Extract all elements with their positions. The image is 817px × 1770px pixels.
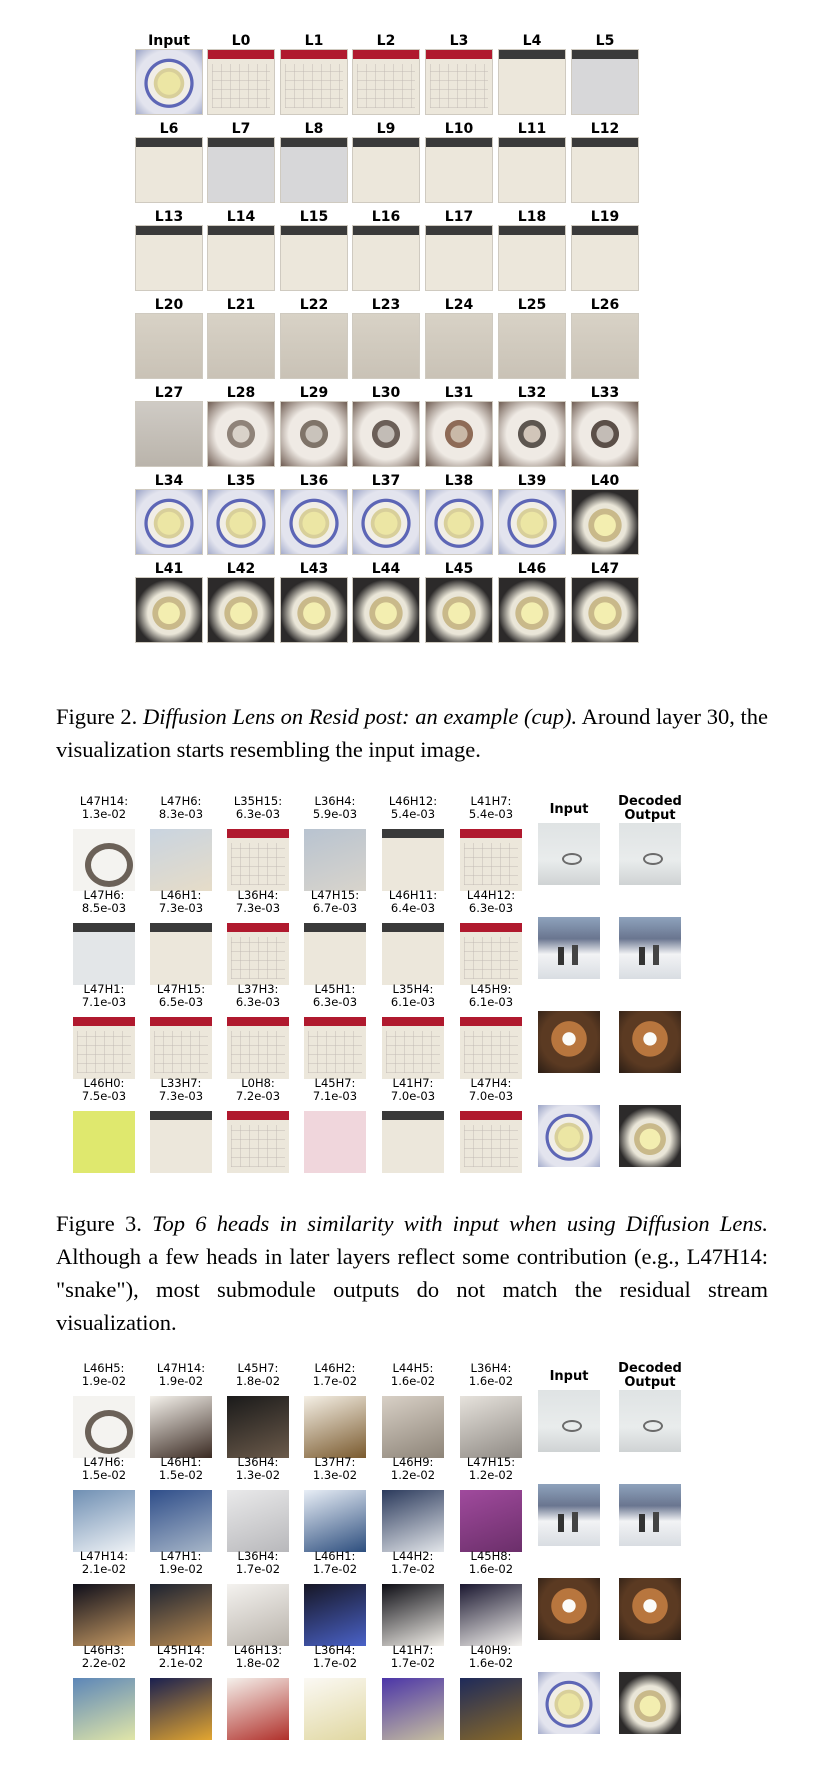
tile-gridlines: [212, 64, 270, 108]
layer-label: L21: [226, 297, 256, 313]
layer-label: L2: [376, 33, 396, 49]
head-visualization: [304, 1396, 366, 1458]
head-score-label: L44H5: 1.6e-02: [390, 1361, 436, 1388]
layer-label: L20: [154, 297, 184, 313]
layer-visualization: [280, 489, 348, 555]
tile-header-strip: [572, 138, 638, 147]
tile-header-strip: [73, 923, 135, 932]
layer-label: L24: [444, 297, 474, 313]
head-score-label: L47H14: 1.3e-02: [79, 794, 129, 821]
layer-visualization: [352, 313, 420, 379]
head-score-label: L45H8: 1.6e-02: [468, 1549, 514, 1576]
head-score-label: L41H7: 1.7e-02: [390, 1643, 436, 1670]
figure-2-title: Diffusion Lens on Resid post: an example (cup).: [143, 704, 578, 729]
figure-3-body: Although a few heads in later layers reflect some contribution (e.g., L47H14: "snake"), most submodule outputs do not match the residual stream visualization.: [56, 1244, 768, 1335]
tile-header-strip: [150, 923, 212, 932]
tile-gridlines: [464, 1125, 518, 1167]
head-visualization: [304, 923, 366, 985]
layer-visualization: [571, 313, 639, 379]
person-shape: [653, 1512, 659, 1532]
head-score-label: L47H4: 7.0e-03: [468, 1076, 514, 1103]
head-visualization: [73, 1017, 135, 1079]
person-shape: [639, 947, 645, 965]
tile-gridlines: [308, 1031, 362, 1073]
head-visualization: [460, 1396, 522, 1458]
tile-gridlines: [464, 1031, 518, 1073]
tile-header-strip: [227, 923, 289, 932]
layer-visualization: [135, 313, 203, 379]
layer-visualization: [207, 49, 275, 115]
head-visualization: [227, 1396, 289, 1458]
decoded-output-image: [619, 1484, 681, 1546]
head-visualization: [382, 1111, 444, 1173]
tile-gridlines: [464, 843, 518, 885]
layer-label: L30: [371, 385, 401, 401]
tile-header-strip: [572, 50, 638, 59]
tile-header-strip: [136, 226, 202, 235]
tile-header-strip: [353, 226, 419, 235]
snake-shape: [85, 843, 133, 887]
layer-label: L29: [299, 385, 329, 401]
layer-label: L1: [304, 33, 324, 49]
layer-visualization: [425, 489, 493, 555]
layer-visualization: [571, 225, 639, 291]
head-visualization: [150, 1678, 212, 1740]
layer-label: L23: [371, 297, 401, 313]
layer-visualization: [498, 49, 566, 115]
tile-header-strip: [353, 138, 419, 147]
head-score-label: L46H12: 5.4e-03: [388, 794, 438, 821]
layer-label: L3: [449, 33, 469, 49]
head-visualization: [382, 829, 444, 891]
tile-gridlines: [357, 64, 415, 108]
decoded-output-image: [619, 1672, 681, 1734]
head-score-label: L37H7: 1.3e-02: [312, 1455, 358, 1482]
head-score-label: L46H13: 1.8e-02: [233, 1643, 283, 1670]
head-score-label: L41H7: 7.0e-03: [390, 1076, 436, 1103]
layer-label: L8: [304, 121, 324, 137]
figure-3-title: Top 6 heads in similarity with input when using Diffusion Lens.: [152, 1211, 768, 1236]
head-visualization: [382, 923, 444, 985]
head-score-label: L47H6: 8.5e-03: [81, 888, 127, 915]
tile-gridlines: [154, 1031, 208, 1073]
person-shape: [558, 1514, 564, 1532]
layer-visualization: [135, 489, 203, 555]
layer-label: L44: [371, 561, 401, 577]
head-visualization: [382, 1017, 444, 1079]
layer-visualization: [425, 313, 493, 379]
tile-header-strip: [382, 829, 444, 838]
decoded-output-image: [619, 823, 681, 885]
layer-label: L7: [231, 121, 251, 137]
head-visualization: [227, 1678, 289, 1740]
layer-visualization: [571, 489, 639, 555]
tile-header-strip: [460, 829, 522, 838]
layer-label: L13: [154, 209, 184, 225]
tile-gridlines: [231, 937, 285, 979]
head-visualization: [150, 923, 212, 985]
head-visualization: [227, 1584, 289, 1646]
layer-visualization: [498, 225, 566, 291]
head-score-label: L0H8: 7.2e-03: [235, 1076, 281, 1103]
tile-header-strip: [499, 226, 565, 235]
head-score-label: L46H1: 1.5e-02: [158, 1455, 204, 1482]
layer-label: L34: [154, 473, 184, 489]
layer-label: L22: [299, 297, 329, 313]
ring-shape: [562, 853, 582, 865]
figure-2-caption: [56, 700, 768, 766]
head-score-label: L40H9: 1.6e-02: [468, 1643, 514, 1670]
head-score-label: L47H14: 1.9e-02: [156, 1361, 206, 1388]
layer-visualization: [280, 401, 348, 467]
layer-visualization: [207, 401, 275, 467]
layer-visualization: [352, 401, 420, 467]
head-visualization: [73, 1111, 135, 1173]
tile-header-strip: [382, 1017, 444, 1026]
layer-visualization: [425, 577, 493, 643]
head-visualization: [382, 1678, 444, 1740]
layer-visualization: [571, 49, 639, 115]
layer-label: L25: [517, 297, 547, 313]
layer-visualization: [207, 313, 275, 379]
layer-label: L9: [376, 121, 396, 137]
layer-visualization: [135, 137, 203, 203]
layer-visualization: [207, 137, 275, 203]
head-score-label: L33H7: 7.3e-03: [158, 1076, 204, 1103]
input-column-header: Input: [549, 1369, 589, 1384]
layer-label: L33: [590, 385, 620, 401]
layer-visualization: [425, 137, 493, 203]
layer-visualization: [425, 401, 493, 467]
figure-2-body: Around layer 30, the visualization starts resembling the input image.: [56, 704, 769, 762]
tile-header-strip: [227, 1111, 289, 1120]
tile-header-strip: [382, 923, 444, 932]
layer-visualization: [280, 49, 348, 115]
tile-header-strip: [281, 138, 347, 147]
layer-label: L40: [590, 473, 620, 489]
layer-visualization: [498, 489, 566, 555]
layer-visualization: [425, 49, 493, 115]
head-score-label: L47H15: 6.7e-03: [310, 888, 360, 915]
tile-gridlines: [430, 64, 488, 108]
layer-label: L10: [444, 121, 474, 137]
layer-visualization: [352, 137, 420, 203]
head-score-label: L46H9: 1.2e-02: [390, 1455, 436, 1482]
head-visualization: [73, 1678, 135, 1740]
tile-header-strip: [208, 138, 274, 147]
head-score-label: L45H7: 7.1e-03: [312, 1076, 358, 1103]
head-score-label: L36H4: 1.3e-02: [235, 1455, 281, 1482]
layer-visualization: [135, 577, 203, 643]
head-score-label: L37H3: 6.3e-03: [235, 982, 281, 1009]
layer-label: L42: [226, 561, 256, 577]
layer-label: L27: [154, 385, 184, 401]
tile-header-strip: [150, 1017, 212, 1026]
layer-visualization: [135, 225, 203, 291]
head-score-label: L46H1: 7.3e-03: [158, 888, 204, 915]
input-image: [538, 1484, 600, 1546]
layer-visualization: [352, 225, 420, 291]
head-score-label: L45H7: 1.8e-02: [235, 1361, 281, 1388]
input-label: Input: [148, 33, 190, 49]
head-visualization: [460, 923, 522, 985]
head-score-label: L46H0: 7.5e-03: [81, 1076, 127, 1103]
head-visualization: [304, 1017, 366, 1079]
tile-header-strip: [73, 1017, 135, 1026]
head-score-label: L46H3: 2.2e-02: [81, 1643, 127, 1670]
head-visualization: [73, 829, 135, 891]
head-score-label: L47H14: 2.1e-02: [79, 1549, 129, 1576]
ring-shape: [643, 1420, 663, 1432]
head-visualization: [227, 1111, 289, 1173]
ring-shape: [643, 853, 663, 865]
tile-header-strip: [460, 1017, 522, 1026]
tile-header-strip: [227, 1017, 289, 1026]
layer-visualization: [498, 137, 566, 203]
layer-visualization: [352, 49, 420, 115]
input-image: [538, 1390, 600, 1452]
head-visualization: [304, 1678, 366, 1740]
head-score-label: L47H15: 1.2e-02: [466, 1455, 516, 1482]
layer-visualization: [280, 137, 348, 203]
layer-visualization: [352, 489, 420, 555]
layer-visualization: [352, 577, 420, 643]
tile-header-strip: [460, 923, 522, 932]
tile-header-strip: [281, 50, 347, 59]
layer-visualization: [571, 401, 639, 467]
decoded-output-image: [619, 917, 681, 979]
tile-header-strip: [426, 226, 492, 235]
head-score-label: L47H6: 1.5e-02: [81, 1455, 127, 1482]
layer-visualization: [207, 489, 275, 555]
head-score-label: L45H9: 6.1e-03: [468, 982, 514, 1009]
figure-2-lead: Figure 2.: [56, 704, 138, 729]
head-score-label: L46H11: 6.4e-03: [388, 888, 438, 915]
head-visualization: [382, 1396, 444, 1458]
head-visualization: [150, 1017, 212, 1079]
layer-label: L28: [226, 385, 256, 401]
layer-label: L15: [299, 209, 329, 225]
decoded-output-image: [619, 1578, 681, 1640]
layer-label: L18: [517, 209, 547, 225]
layer-label: L35: [226, 473, 256, 489]
layer-visualization: [425, 225, 493, 291]
layer-label: L45: [444, 561, 474, 577]
input-image: [538, 1672, 600, 1734]
decoded-output-image: [619, 1011, 681, 1073]
head-score-label: L36H4: 1.7e-02: [235, 1549, 281, 1576]
head-visualization: [150, 1111, 212, 1173]
head-visualization: [73, 923, 135, 985]
tile-header-strip: [426, 50, 492, 59]
head-score-label: L41H7: 5.4e-03: [468, 794, 514, 821]
head-score-label: L44H2: 1.7e-02: [390, 1549, 436, 1576]
tile-header-strip: [499, 138, 565, 147]
layer-label: L47: [590, 561, 620, 577]
input-column-header: Input: [549, 802, 589, 817]
tile-header-strip: [304, 923, 366, 932]
tile-header-strip: [499, 50, 565, 59]
head-visualization: [73, 1584, 135, 1646]
head-score-label: L36H4: 1.6e-02: [468, 1361, 514, 1388]
layer-visualization: [280, 225, 348, 291]
head-visualization: [460, 1678, 522, 1740]
layer-visualization: [280, 313, 348, 379]
input-image: [538, 1578, 600, 1640]
person-shape: [639, 1514, 645, 1532]
input-image: [135, 49, 203, 115]
head-visualization: [150, 1490, 212, 1552]
layer-label: L11: [517, 121, 547, 137]
person-shape: [653, 945, 659, 965]
layer-label: L12: [590, 121, 620, 137]
layer-label: L17: [444, 209, 474, 225]
layer-label: L36: [299, 473, 329, 489]
head-visualization: [304, 1111, 366, 1173]
head-score-label: L36H4: 7.3e-03: [235, 888, 281, 915]
ring-shape: [562, 1420, 582, 1432]
layer-label: L37: [371, 473, 401, 489]
head-visualization: [73, 1396, 135, 1458]
head-visualization: [227, 923, 289, 985]
tile-header-strip: [227, 829, 289, 838]
head-score-label: L36H4: 1.7e-02: [312, 1643, 358, 1670]
layer-visualization: [207, 225, 275, 291]
layer-label: L31: [444, 385, 474, 401]
layer-visualization: [135, 401, 203, 467]
tile-header-strip: [208, 226, 274, 235]
head-visualization: [304, 829, 366, 891]
head-visualization: [150, 829, 212, 891]
head-visualization: [460, 829, 522, 891]
head-score-label: L47H6: 8.3e-03: [158, 794, 204, 821]
figure-3-lead: Figure 3.: [56, 1211, 142, 1236]
head-visualization: [150, 1584, 212, 1646]
input-image: [538, 1105, 600, 1167]
layer-label: L32: [517, 385, 547, 401]
head-visualization: [382, 1584, 444, 1646]
decoded-output-column-header: Decoded Output: [618, 1361, 682, 1390]
layer-label: L0: [231, 33, 251, 49]
tile-gridlines: [231, 843, 285, 885]
head-visualization: [460, 1584, 522, 1646]
layer-visualization: [498, 577, 566, 643]
layer-label: L26: [590, 297, 620, 313]
layer-visualization: [280, 577, 348, 643]
tile-gridlines: [77, 1031, 131, 1073]
tile-gridlines: [231, 1031, 285, 1073]
tile-gridlines: [285, 64, 343, 108]
tile-header-strip: [150, 1111, 212, 1120]
tile-header-strip: [304, 1017, 366, 1026]
head-score-label: L47H15: 6.5e-03: [156, 982, 206, 1009]
tile-header-strip: [382, 1111, 444, 1120]
tile-gridlines: [231, 1125, 285, 1167]
head-visualization: [227, 1017, 289, 1079]
decoded-output-column-header: Decoded Output: [618, 794, 682, 823]
tile-header-strip: [136, 138, 202, 147]
head-visualization: [460, 1111, 522, 1173]
layer-visualization: [571, 137, 639, 203]
person-shape: [572, 945, 578, 965]
layer-visualization: [207, 577, 275, 643]
layer-label: L6: [159, 121, 179, 137]
input-image: [538, 823, 600, 885]
tile-header-strip: [460, 1111, 522, 1120]
head-score-label: L46H1: 1.7e-02: [312, 1549, 358, 1576]
head-score-label: L36H4: 5.9e-03: [312, 794, 358, 821]
layer-label: L43: [299, 561, 329, 577]
layer-visualization: [571, 577, 639, 643]
head-visualization: [227, 1490, 289, 1552]
head-score-label: L35H4: 6.1e-03: [390, 982, 436, 1009]
head-visualization: [382, 1490, 444, 1552]
tile-gridlines: [386, 1031, 440, 1073]
head-score-label: L47H1: 7.1e-03: [81, 982, 127, 1009]
tile-header-strip: [281, 226, 347, 235]
head-visualization: [460, 1490, 522, 1552]
head-visualization: [227, 829, 289, 891]
layer-label: L14: [226, 209, 256, 225]
head-score-label: L46H2: 1.7e-02: [312, 1361, 358, 1388]
input-image: [538, 917, 600, 979]
head-visualization: [150, 1396, 212, 1458]
tile-gridlines: [464, 937, 518, 979]
person-shape: [558, 947, 564, 965]
head-score-label: L45H1: 6.3e-03: [312, 982, 358, 1009]
layer-visualization: [498, 313, 566, 379]
layer-label: L19: [590, 209, 620, 225]
tile-header-strip: [426, 138, 492, 147]
tile-header-strip: [353, 50, 419, 59]
decoded-output-image: [619, 1105, 681, 1167]
head-score-label: L44H12: 6.3e-03: [466, 888, 516, 915]
layer-label: L16: [371, 209, 401, 225]
layer-label: L46: [517, 561, 547, 577]
head-score-label: L47H1: 1.9e-02: [158, 1549, 204, 1576]
layer-label: L39: [517, 473, 547, 489]
head-visualization: [73, 1490, 135, 1552]
head-visualization: [304, 1584, 366, 1646]
person-shape: [572, 1512, 578, 1532]
head-score-label: L35H15: 6.3e-03: [233, 794, 283, 821]
tile-header-strip: [572, 226, 638, 235]
figure-3-caption: [56, 1207, 768, 1339]
head-visualization: [304, 1490, 366, 1552]
decoded-output-image: [619, 1390, 681, 1452]
layer-visualization: [498, 401, 566, 467]
input-image: [538, 1011, 600, 1073]
head-score-label: L46H5: 1.9e-02: [81, 1361, 127, 1388]
snake-shape: [85, 1410, 133, 1454]
layer-label: L38: [444, 473, 474, 489]
layer-label: L5: [595, 33, 615, 49]
tile-header-strip: [208, 50, 274, 59]
layer-label: L41: [154, 561, 184, 577]
head-score-label: L45H14: 2.1e-02: [156, 1643, 206, 1670]
head-visualization: [460, 1017, 522, 1079]
layer-label: L4: [522, 33, 542, 49]
